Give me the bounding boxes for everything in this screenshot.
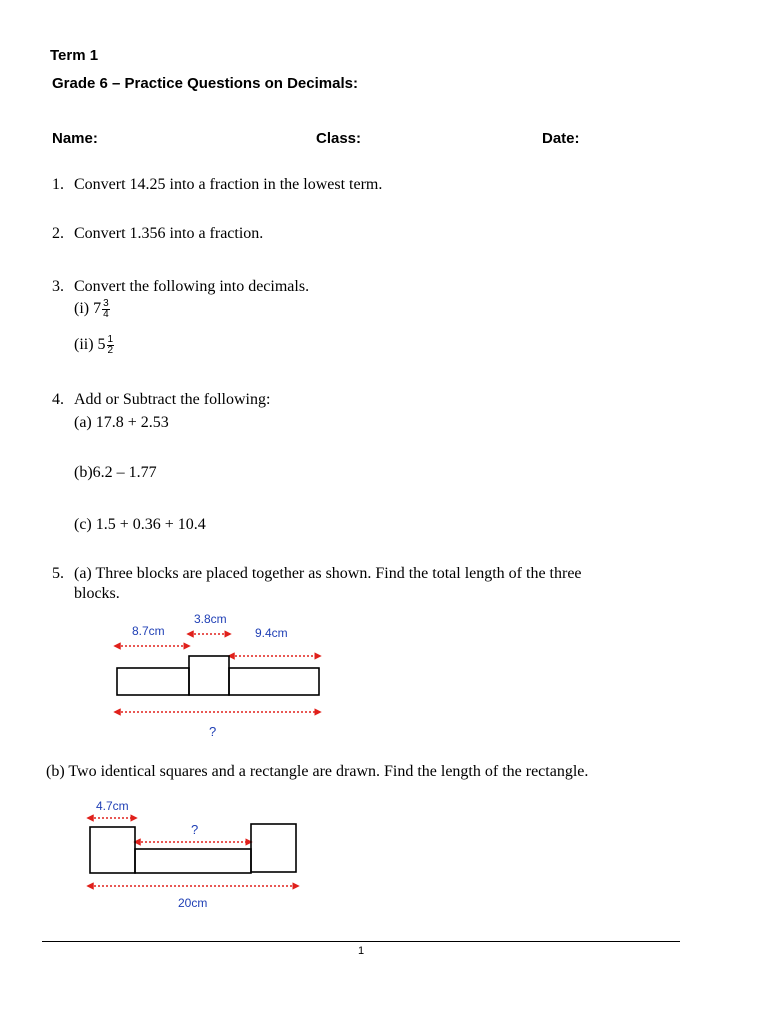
figure-squares-rectangle [84, 796, 304, 916]
rectangle [135, 849, 251, 873]
question-number: 1. [52, 176, 64, 193]
dimension-label-square: 4.7cm [96, 799, 129, 813]
question-number: 2. [52, 225, 64, 242]
question-5a-text: (a) Three blocks are placed together as shown. Find the total length of the three [74, 565, 582, 582]
question-text: Convert 1.356 into a fraction. [74, 225, 264, 242]
question-text: Convert the following into decimals. [74, 278, 310, 295]
question-3-part-ii [74, 335, 114, 356]
question-4-part-c: (c) 1.5 + 0.36 + 10.4 [74, 516, 206, 533]
question-4-part-a: (a) 17.8 + 2.53 [74, 414, 169, 431]
class-label: Class: [316, 130, 362, 147]
question-number: 5. [52, 565, 64, 582]
question-3-part-i [74, 299, 110, 320]
fraction: $\frac{3}{4}$ [103, 298, 109, 320]
question-number: 4. [52, 391, 64, 408]
question-text: Convert 14.25 into a fraction in the lowest term. [74, 176, 383, 193]
dimension-label-total: 20cm [178, 896, 208, 910]
page-title: Grade 6 – Practice Questions on Decimals: [52, 75, 358, 92]
dimension-label-total: ? [209, 724, 217, 739]
block-right [229, 668, 319, 695]
question-text: Add or Subtract the following: [74, 391, 271, 408]
footer-divider [42, 941, 680, 942]
block-middle [189, 656, 229, 695]
question-5b-text: (b) Two identical squares and a rectangle are drawn. Find the length of the rectangle. [46, 763, 589, 780]
figure-three-blocks [108, 606, 328, 742]
term-label: Term 1 [50, 47, 99, 64]
dimension-label-rectangle: ? [191, 822, 199, 837]
name-label: Name: [52, 130, 98, 147]
question-number: 3. [52, 278, 64, 295]
mixed-number-whole: (i) 7 [74, 300, 102, 318]
question-5a-text-cont: blocks. [74, 585, 120, 602]
block-left [117, 668, 189, 695]
question-4-part-b: (b)6.2 – 1.77 [74, 464, 157, 481]
square-left [90, 827, 135, 873]
square-right [251, 824, 296, 872]
date-label: Date: [542, 130, 580, 147]
dimension-label-left: 8.7cm [132, 624, 165, 638]
mixed-number-whole: (ii) 5 [74, 336, 106, 354]
fraction: $\frac{1}{2}$ [107, 334, 114, 356]
dimension-label-middle: 3.8cm [194, 612, 227, 626]
page-number: 1 [358, 945, 365, 957]
dimension-label-right: 9.4cm [255, 626, 288, 640]
